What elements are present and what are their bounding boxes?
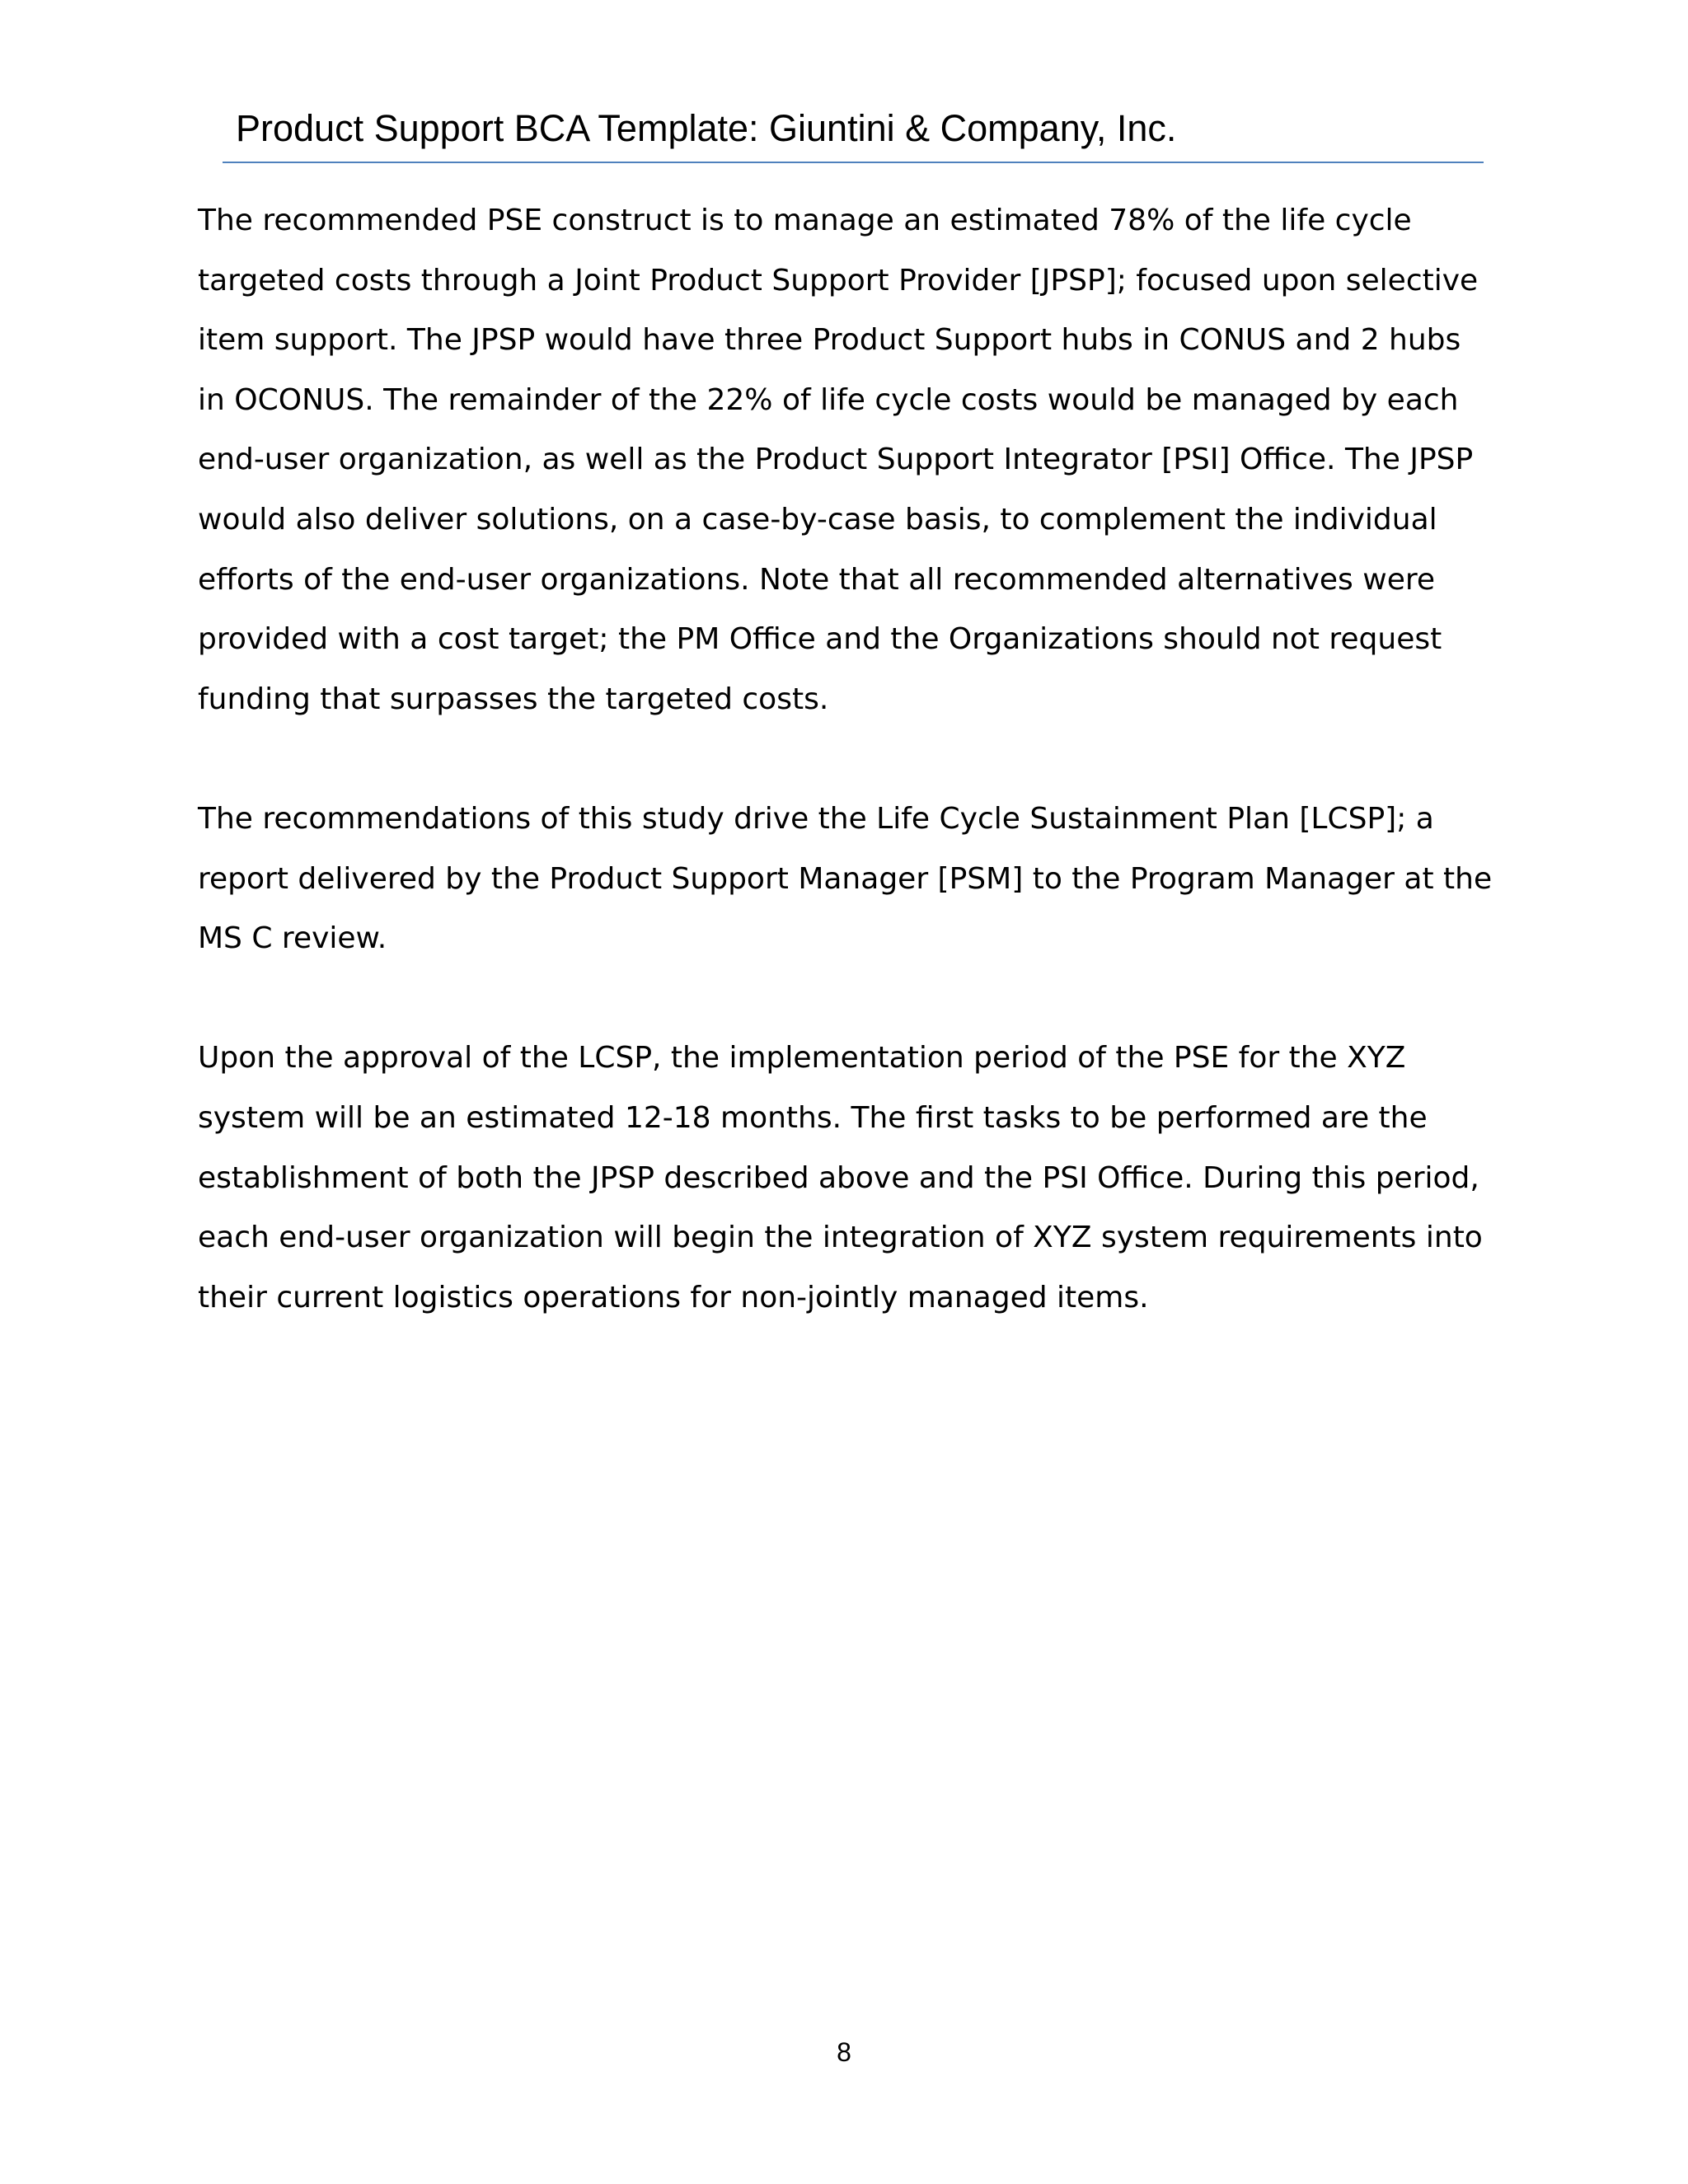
text-line: MS C review. — [198, 921, 387, 956]
page-header — [223, 97, 1484, 165]
text-line: efforts of the end-user organizations. Note that all recommended alternatives were — [198, 562, 1435, 597]
text-line: would also deliver solutions, on a case-by-case basis, to complement the individual — [198, 502, 1437, 537]
text-line: provided with a cost target; the PM Office and the Organizations should not request — [198, 622, 1442, 657]
text-line: establishment of both the JPSP described above and the PSI Office. During this period, — [198, 1160, 1479, 1195]
text-line: in OCONUS. The remainder of the 22% of life cycle costs would be managed by each — [198, 382, 1459, 417]
text-line: The recommended PSE construct is to manage an estimated 78% of the life cycle — [198, 204, 1412, 237]
body-text — [198, 191, 1500, 1388]
text-line: funding that surpasses the targeted costs. — [198, 682, 829, 716]
text-line: report delivered by the Product Support Manager [PSM] to the Program Manager at the — [198, 861, 1493, 896]
text-line: targeted costs through a Joint Product Support Provider [JPSP]; focused upon selective — [198, 263, 1479, 298]
paragraph-pse-construct — [198, 191, 1500, 729]
paragraph-recommendations — [198, 790, 1500, 969]
text-line: Upon the approval of the LCSP, the implementation period of the PSE for the XYZ — [198, 1041, 1406, 1076]
header-divider — [223, 162, 1484, 163]
text-line: The recommendations of this study drive the Life Cycle Sustainment Plan [LCSP]; a — [198, 801, 1434, 836]
text-line: system will be an estimated 12-18 months. The first tasks to be performed are the — [198, 1100, 1428, 1135]
text-line: each end-user organization will begin the integration of XYZ system requirements into — [198, 1221, 1483, 1255]
header-title: Product Support BCA Template: Giuntini & Company, Inc. — [236, 107, 1177, 149]
paragraph-implementation — [198, 1029, 1500, 1328]
text-line: their current logistics operations for non-jointly managed items. — [198, 1280, 1149, 1315]
text-line: end-user organization, as well as the Product Support Integrator [PSI] Office. The JPSP — [198, 443, 1474, 477]
page-number: 8 — [837, 2037, 851, 2067]
text-line: item support. The JPSP would have three Product Support hubs in CONUS and 2 hubs — [198, 323, 1461, 358]
